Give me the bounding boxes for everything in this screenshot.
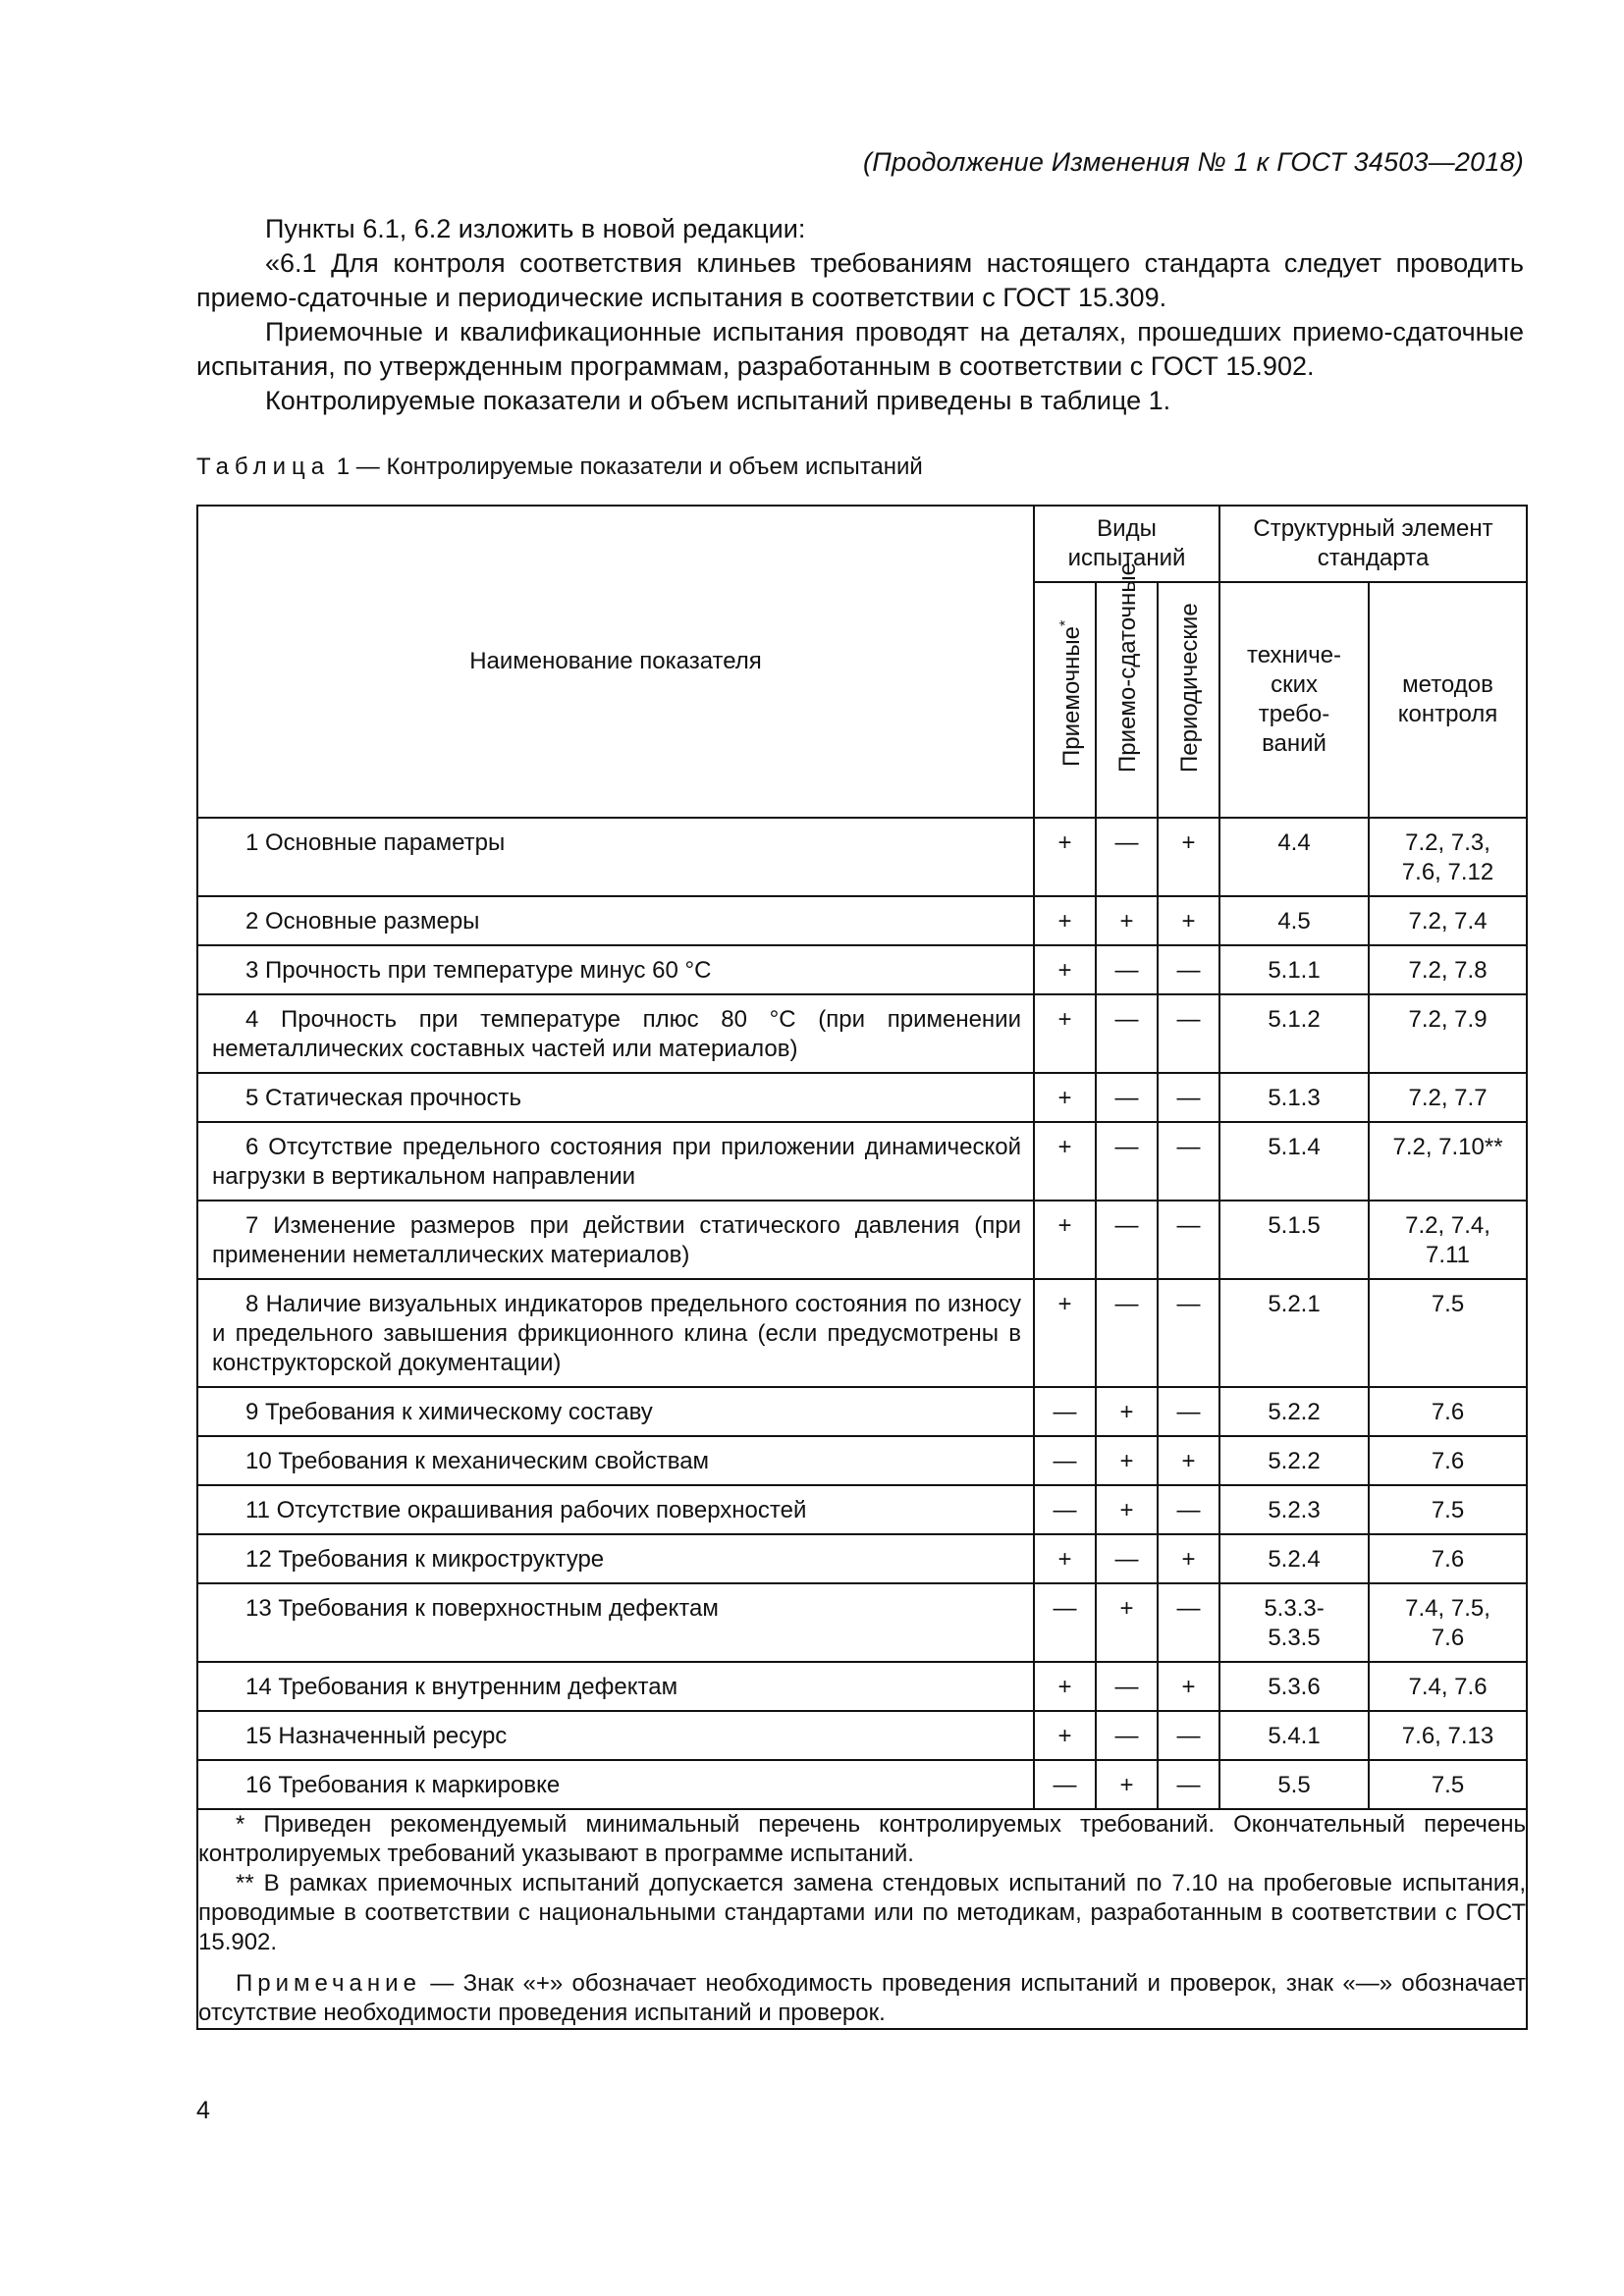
document-header: (Продолжение Изменения № 1 к ГОСТ 34503—2018)	[863, 147, 1524, 177]
footnote-2-text: ** В рамках приемочных испытаний допускается замена стендовых испытаний по 7.10 на пробеговые испытания, проводимые в соответствии с национальными стандартами или по методикам, разработанным в соответствии с ГОСТ 15.902.	[198, 1870, 1527, 1955]
cell-tech-requirement: 5.1.1	[1219, 945, 1369, 994]
intro-text-4: Контролируемые показатели и объем испытаний приведены в таблице 1.	[265, 386, 1171, 415]
cell-indicator-name	[197, 1583, 1034, 1662]
indicator-name-text: 8 Наличие визуальных индикаторов предельного состояния по износу и предельного завышения фрикционного клина (если предусмотрены в конструкторской документации)	[212, 1291, 1021, 1376]
cell-control-method: 7.2, 7.9	[1369, 994, 1527, 1073]
cell-delivery: +	[1096, 1760, 1158, 1809]
cell-control-method: 7.5	[1369, 1760, 1527, 1809]
cell-indicator-name	[197, 1122, 1034, 1201]
cell-acceptance: +	[1034, 1279, 1096, 1387]
table-row	[197, 1760, 1527, 1809]
header-delivery-text: Приемо-сдаточные	[1113, 562, 1141, 773]
table-body	[197, 818, 1527, 1809]
header-structural-element	[1219, 506, 1527, 582]
cell-control-method: 7.2, 7.3, 7.6, 7.12	[1369, 818, 1527, 896]
cell-periodic: —	[1158, 1387, 1219, 1436]
cell-delivery: —	[1096, 945, 1158, 994]
header-indicator-name-text: Наименование показателя	[469, 648, 762, 674]
cell-delivery: —	[1096, 1073, 1158, 1122]
cell-tech-requirement: 5.1.3	[1219, 1073, 1369, 1122]
table-row	[197, 1534, 1527, 1583]
cell-acceptance: —	[1034, 1387, 1096, 1436]
intro-paragraph-3	[196, 315, 1524, 384]
cell-control-method: 7.6	[1369, 1387, 1527, 1436]
table-row	[197, 1122, 1527, 1201]
cell-tech-requirement: 4.4	[1219, 818, 1369, 896]
cell-periodic: —	[1158, 1760, 1219, 1809]
cell-tech-requirement: 5.1.2	[1219, 994, 1369, 1073]
cell-indicator-name	[197, 994, 1034, 1073]
cell-tech-requirement: 4.5	[1219, 896, 1369, 945]
indicators-table	[196, 505, 1528, 2030]
cell-delivery: +	[1096, 1387, 1158, 1436]
cell-periodic: +	[1158, 818, 1219, 896]
cell-periodic: —	[1158, 1583, 1219, 1662]
cell-periodic: —	[1158, 1201, 1219, 1279]
cell-acceptance: +	[1034, 818, 1096, 896]
header-tech-requirements-text: техниче-ских требо-ваний	[1246, 642, 1342, 757]
header-acceptance-text: Приемочные	[1057, 625, 1085, 767]
header-test-types-text: Виды испытаний	[1067, 515, 1186, 571]
table-note	[198, 1969, 1526, 2028]
cell-indicator-name	[197, 945, 1034, 994]
cell-control-method: 7.6	[1369, 1436, 1527, 1485]
cell-tech-requirement: 5.3.3-5.3.5	[1219, 1583, 1369, 1662]
indicator-name-text: 15 Назначенный ресурс	[245, 1723, 508, 1749]
cell-tech-requirement: 5.2.4	[1219, 1534, 1369, 1583]
header-tech-requirements	[1219, 582, 1369, 818]
footnote-1	[198, 1810, 1526, 1869]
indicator-name-text: 3 Прочность при температуре минус 60 °С	[245, 957, 712, 984]
cell-indicator-name	[197, 1534, 1034, 1583]
cell-acceptance: +	[1034, 1122, 1096, 1201]
footnote-1-text: * Приведен рекомендуемый минимальный перечень контролируемых требований. Окончательный перечень контролируемых требований указывают в программе испытаний.	[198, 1811, 1527, 1867]
cell-control-method: 7.2, 7.4, 7.11	[1369, 1201, 1527, 1279]
cell-indicator-name	[197, 1436, 1034, 1485]
header-acceptance	[1034, 582, 1096, 818]
cell-acceptance: +	[1034, 1662, 1096, 1711]
table-row	[197, 1583, 1527, 1662]
cell-indicator-name	[197, 1760, 1034, 1809]
intro-text-3: Приемочные и квалификационные испытания проводят на деталях, прошедших приемо-сдаточные испытания, по утвержденным программам, разработанным в соответствии с ГОСТ 15.902.	[196, 317, 1524, 381]
table-row	[197, 1387, 1527, 1436]
cell-acceptance: +	[1034, 1534, 1096, 1583]
cell-periodic: —	[1158, 945, 1219, 994]
table-row	[197, 1201, 1527, 1279]
cell-indicator-name	[197, 1073, 1034, 1122]
cell-control-method: 7.4, 7.6	[1369, 1662, 1527, 1711]
table-row	[197, 1073, 1527, 1122]
cell-indicator-name	[197, 818, 1034, 896]
intro-text-2: «6.1 Для контроля соответствия клиньев требованиям настоящего стандарта следует проводить приемо-сдаточные и периодические испытания в соответствии с ГОСТ 15.309.	[196, 248, 1524, 312]
table-row	[197, 1436, 1527, 1485]
header-acceptance-mark: *	[1056, 619, 1074, 626]
cell-tech-requirement: 5.1.4	[1219, 1122, 1369, 1201]
header-delivery	[1096, 562, 1158, 818]
indicator-name-text: 10 Требования к механическим свойствам	[245, 1448, 710, 1474]
table-row	[197, 1279, 1527, 1387]
cell-periodic: —	[1158, 1122, 1219, 1201]
header-control-methods	[1369, 582, 1527, 818]
cell-indicator-name	[197, 896, 1034, 945]
cell-acceptance: +	[1034, 896, 1096, 945]
cell-control-method: 7.2, 7.4	[1369, 896, 1527, 945]
table-footnotes	[197, 1809, 1527, 2029]
indicator-name-text: 7 Изменение размеров при действии статического давления (при применении неметаллических материалов)	[212, 1212, 1021, 1268]
intro-text-1: Пункты 6.1, 6.2 изложить в новой редакции:	[265, 214, 806, 243]
cell-delivery: —	[1096, 818, 1158, 896]
note-word: Примечание	[236, 1970, 421, 1997]
header-structural-element-text: Структурный элемент стандарта	[1253, 515, 1493, 571]
cell-periodic: +	[1158, 1534, 1219, 1583]
indicator-name-text: 1 Основные параметры	[245, 829, 506, 856]
cell-delivery: —	[1096, 1662, 1158, 1711]
cell-control-method: 7.6, 7.13	[1369, 1711, 1527, 1760]
cell-acceptance: —	[1034, 1760, 1096, 1809]
cell-acceptance: —	[1034, 1583, 1096, 1662]
cell-indicator-name	[197, 1711, 1034, 1760]
cell-tech-requirement: 5.5	[1219, 1760, 1369, 1809]
cell-periodic: +	[1158, 1436, 1219, 1485]
note-text: — Знак «+» обозначает необходимость проведения испытаний и проверок, знак «—» обозначает отсутствие необходимости проведения испытаний и проверок.	[198, 1970, 1527, 2026]
indicator-name-text: 16 Требования к маркировке	[245, 1772, 561, 1798]
table-caption-text: 1 — Контролируемые показатели и объем испытаний	[336, 454, 923, 480]
cell-delivery: —	[1096, 1279, 1158, 1387]
cell-delivery: +	[1096, 1485, 1158, 1534]
cell-periodic: +	[1158, 896, 1219, 945]
cell-control-method: 7.4, 7.5, 7.6	[1369, 1583, 1527, 1662]
cell-tech-requirement: 5.2.3	[1219, 1485, 1369, 1534]
cell-delivery: —	[1096, 994, 1158, 1073]
cell-delivery: —	[1096, 1201, 1158, 1279]
cell-tech-requirement: 5.2.1	[1219, 1279, 1369, 1387]
table-row	[197, 1662, 1527, 1711]
cell-acceptance: +	[1034, 1073, 1096, 1122]
cell-tech-requirement: 5.1.5	[1219, 1201, 1369, 1279]
cell-periodic: —	[1158, 1711, 1219, 1760]
indicator-name-text: 2 Основные размеры	[245, 908, 480, 934]
intro-paragraph-1	[196, 212, 1524, 246]
cell-acceptance: —	[1034, 1436, 1096, 1485]
cell-control-method: 7.5	[1369, 1279, 1527, 1387]
table-row	[197, 896, 1527, 945]
cell-periodic: —	[1158, 1485, 1219, 1534]
cell-indicator-name	[197, 1279, 1034, 1387]
cell-control-method: 7.6	[1369, 1534, 1527, 1583]
cell-periodic: —	[1158, 994, 1219, 1073]
cell-delivery: —	[1096, 1534, 1158, 1583]
cell-acceptance: —	[1034, 1485, 1096, 1534]
cell-control-method: 7.2, 7.8	[1369, 945, 1527, 994]
cell-control-method: 7.2, 7.7	[1369, 1073, 1527, 1122]
cell-acceptance: +	[1034, 1201, 1096, 1279]
page-number: 4	[196, 2097, 210, 2124]
table-caption-word: Таблица	[196, 454, 331, 480]
cell-acceptance: +	[1034, 1711, 1096, 1760]
cell-delivery: +	[1096, 896, 1158, 945]
cell-indicator-name	[197, 1662, 1034, 1711]
cell-acceptance: +	[1034, 994, 1096, 1073]
cell-delivery: —	[1096, 1122, 1158, 1201]
cell-tech-requirement: 5.2.2	[1219, 1387, 1369, 1436]
indicator-name-text: 4 Прочность при температуре плюс 80 °С (при применении неметаллических составных частей или материалов)	[212, 1006, 1021, 1062]
cell-periodic: —	[1158, 1279, 1219, 1387]
table-row	[197, 1485, 1527, 1534]
cell-control-method: 7.2, 7.10**	[1369, 1122, 1527, 1201]
indicator-name-text: 14 Требования к внутренним дефектам	[245, 1674, 678, 1700]
indicator-name-text: 13 Требования к поверхностным дефектам	[245, 1595, 719, 1622]
table-row	[197, 818, 1527, 896]
header-periodic-text: Периодические	[1175, 603, 1203, 773]
cell-tech-requirement: 5.4.1	[1219, 1711, 1369, 1760]
indicator-name-text: 12 Требования к микроструктуре	[245, 1546, 605, 1573]
header-periodic	[1158, 582, 1219, 818]
cell-tech-requirement: 5.3.6	[1219, 1662, 1369, 1711]
intro-paragraph-4	[196, 384, 1524, 418]
cell-acceptance: +	[1034, 945, 1096, 994]
header-control-methods-text: методов контроля	[1397, 671, 1498, 727]
cell-indicator-name	[197, 1387, 1034, 1436]
cell-tech-requirement: 5.2.2	[1219, 1436, 1369, 1485]
table-row	[197, 1711, 1527, 1760]
cell-periodic: +	[1158, 1662, 1219, 1711]
cell-indicator-name	[197, 1201, 1034, 1279]
table-row	[197, 945, 1527, 994]
cell-indicator-name	[197, 1485, 1034, 1534]
table-row	[197, 994, 1527, 1073]
cell-periodic: —	[1158, 1073, 1219, 1122]
cell-delivery: +	[1096, 1583, 1158, 1662]
intro-paragraph-2	[196, 246, 1524, 315]
table-caption	[196, 454, 923, 481]
cell-delivery: +	[1096, 1436, 1158, 1485]
indicator-name-text: 11 Отсутствие окрашивания рабочих поверхностей	[245, 1497, 807, 1523]
indicator-name-text: 9 Требования к химическому составу	[245, 1399, 653, 1425]
cell-control-method: 7.5	[1369, 1485, 1527, 1534]
indicator-name-text: 6 Отсутствие предельного состояния при приложении динамической нагрузки в вертикальном направлении	[212, 1134, 1021, 1190]
header-indicator-name	[197, 506, 1034, 818]
indicator-name-text: 5 Статическая прочность	[245, 1085, 521, 1111]
footnote-2	[198, 1869, 1526, 1957]
cell-delivery: —	[1096, 1711, 1158, 1760]
